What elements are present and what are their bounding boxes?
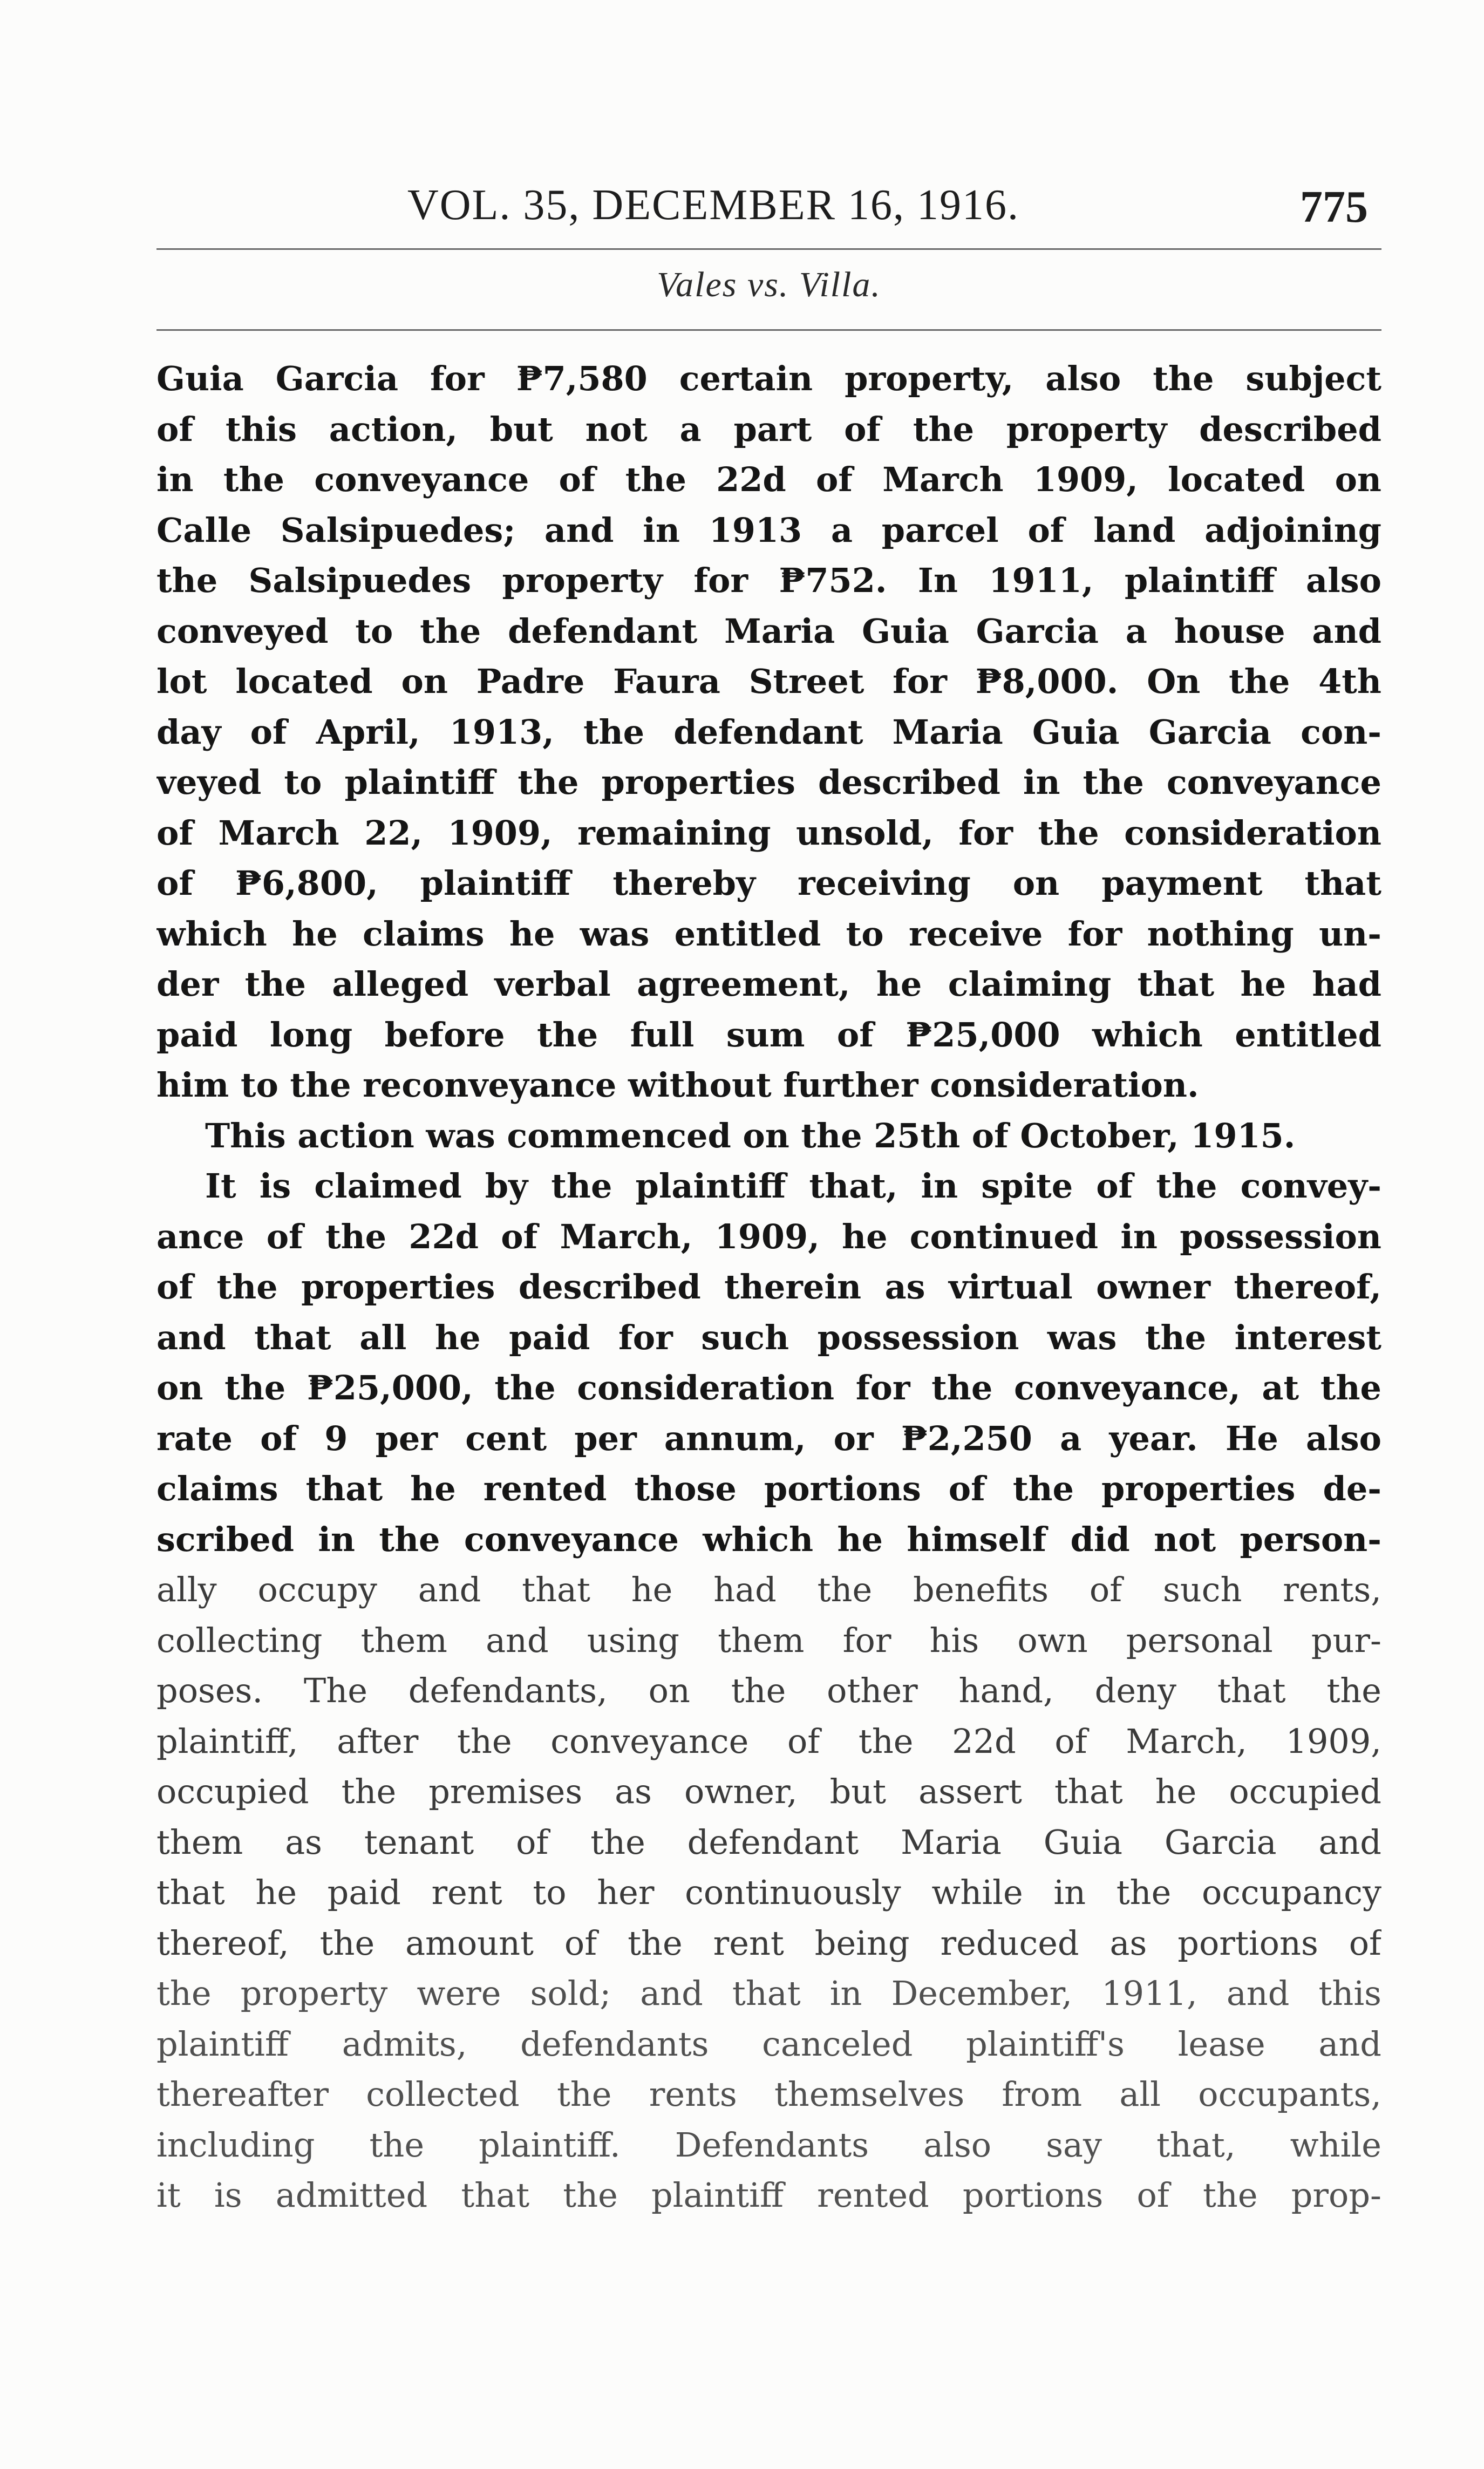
text-line: of March 22, 1909, remaining unsold, for the consideration: [156, 813, 1381, 853]
text-line: it is admitted that the plaintiff rented portions of the prop-: [156, 2175, 1381, 2215]
text-line: poses. The defendants, on the other hand, deny that the: [156, 1671, 1381, 1710]
text-line: on the ₱25,000, the consideration for the conveyance, at the: [156, 1368, 1381, 1407]
body-text: [156, 353, 1381, 2221]
text-line: claims that he rented those portions of the properties de-: [156, 1469, 1381, 1508]
volume-date-line: VOL. 35, DECEMBER 16, 1916.: [407, 181, 1019, 229]
text-line: plaintiff, after the conveyance of the 22d of March, 1909,: [156, 1721, 1381, 1761]
text-line: including the plaintiff. Defendants also say that, while: [156, 2125, 1381, 2165]
case-title: Vales vs. Villa.: [657, 265, 881, 304]
running-head: [407, 181, 1368, 240]
text-line: and that all he paid for such possession was the interest: [156, 1317, 1381, 1357]
text-line: thereof, the amount of the rent being reduced as portions of: [156, 1923, 1381, 1963]
text-line: ance of the 22d of March, 1909, he continued in possession: [156, 1216, 1381, 1256]
header-rule-bottom: [156, 329, 1381, 331]
page-number: 775: [1300, 182, 1368, 232]
text-line: the property were sold; and that in December, 1911, and this: [156, 1974, 1381, 2013]
text-line: in the conveyance of the 22d of March 1909, located on: [156, 460, 1381, 499]
text-line: It is claimed by the plaintiff that, in spite of the convey-: [205, 1166, 1381, 1206]
text-line: of the properties described therein as virtual owner thereof,: [156, 1267, 1381, 1307]
text-line: Calle Salsipuedes; and in 1913 a parcel of land adjoining: [156, 510, 1381, 550]
text-line: of this action, but not a part of the property described: [156, 409, 1381, 449]
text-line: rate of 9 per cent per annum, or ₱2,250 a year. He also: [156, 1418, 1381, 1458]
text-line: him to the reconveyance without further consideration.: [156, 1065, 1199, 1105]
text-line: scribed in the conveyance which he himself did not person-: [156, 1519, 1381, 1559]
text-line: them as tenant of the defendant Maria Guia Garcia and: [156, 1822, 1381, 1862]
text-line: plaintiff admits, defendants canceled plaintiff's lease and: [156, 2024, 1381, 2064]
text-line: which he claims he was entitled to receive for nothing un-: [156, 914, 1381, 954]
text-line: collecting them and using them for his own personal pur-: [156, 1620, 1381, 1660]
text-line: thereafter collected the rents themselves from all occupants,: [156, 2074, 1381, 2114]
text-line: the Salsipuedes property for ₱752. In 1911, plaintiff also: [156, 561, 1381, 600]
text-line: ally occupy and that he had the benefits of such rents,: [156, 1570, 1381, 1609]
text-line: of ₱6,800, plaintiff thereby receiving on payment that: [156, 863, 1381, 903]
text-line: day of April, 1913, the defendant Maria Guia Garcia con-: [156, 712, 1381, 752]
text-line: lot located on Padre Faura Street for ₱8,000. On the 4th: [156, 662, 1381, 701]
text-line: Guia Garcia for ₱7,580 certain property, also the subject: [156, 359, 1381, 398]
text-line: der the alleged verbal agreement, he claiming that he had: [156, 964, 1381, 1004]
header-rule-top: [156, 248, 1381, 250]
text-line: conveyed to the defendant Maria Guia Garcia a house and: [156, 611, 1381, 651]
text-line: that he paid rent to her continuously while in the occupancy: [156, 1873, 1381, 1912]
text-line: This action was commenced on the 25th of October, 1915.: [205, 1116, 1296, 1155]
text-line: veyed to plaintiff the properties described in the conveyance: [156, 763, 1381, 802]
text-line: paid long before the full sum of ₱25,000 which entitled: [156, 1015, 1381, 1055]
text-line: occupied the premises as owner, but assert that he occupied: [156, 1772, 1381, 1811]
